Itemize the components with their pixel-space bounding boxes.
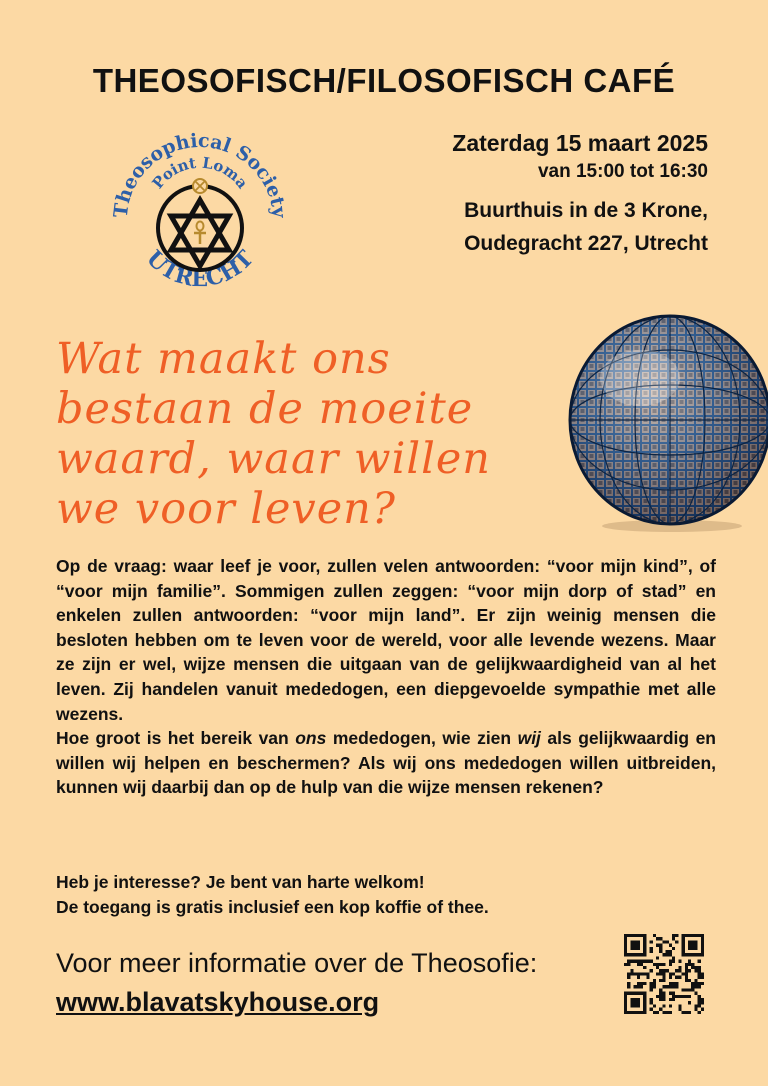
logo-arc-bottom: UTRECHT — [141, 245, 259, 293]
body-paragraph: Op de vraag: waar leef je voor, zullen velen antwoorden: “voor mijn kind”, of “voor mijn familie”. Sommigen zullen zeggen: “voor mijn dorp of stad” en enkelen zullen antwoorden: “voor mijn land”. Er zijn weinig mensen die besloten hebben om te leven voor de wereld, voor alle levende wezens. Maar ze zijn er wel, wijze mensen die uitgaan van de gelijkwaardigheid van al het leven. Zij handelen vanuit mededogen, een diepgevoelde sympathie met alle wezens. — [56, 556, 716, 724]
emphasis-ons: ons — [295, 728, 327, 749]
event-details — [452, 128, 708, 260]
logo-arc-top: Theosophical Society — [109, 129, 291, 219]
event-venue-line2: Oudegracht 227, Utrecht — [464, 232, 708, 255]
body-fragment: Hoe groot is het bereik van — [56, 728, 296, 749]
body-fragment: als gelijkwaardig en willen wij helpen en beschermen? Als wij ons mededogen willen uitbreiden, kunnen wij daarbij dan op de hulp van die wijze mensen rekenen? — [56, 728, 716, 798]
invite-line: De toegang is gratis inclusief een kop koffie of thee. — [56, 896, 489, 917]
event-date: Zaterdag 15 maart 2025 — [452, 130, 708, 156]
svg-text:Theosophical Society — [110, 130, 290, 220]
body-fragment: mededogen, wie zien — [326, 728, 518, 749]
question-line: Wat maakt ons — [56, 334, 391, 384]
more-info-text: Voor meer informatie over de Theosofie: — [56, 948, 538, 978]
headline-question — [56, 334, 576, 534]
invitation — [56, 870, 716, 919]
page-title: THEOSOFISCH/FILOSOFISCH CAFÉ — [92, 62, 676, 99]
event-venue-line1: Buurthuis in de 3 Krone, — [464, 199, 708, 222]
body-paragraph — [56, 726, 716, 800]
theosophical-seal-icon — [105, 128, 295, 300]
question-line: we voor leven? — [56, 484, 396, 534]
invite-line: Heb je interesse? Je bent van harte welkom! — [56, 872, 425, 892]
question-line: waard, waar willen — [56, 434, 492, 484]
website-link[interactable]: www.blavatskyhouse.org — [56, 987, 380, 1017]
globe-of-faces-icon — [560, 308, 768, 536]
event-time: van 15:00 tot 16:30 — [537, 161, 708, 182]
question-line: bestaan de moeite — [56, 384, 474, 434]
qr-code-icon[interactable] — [624, 934, 704, 1014]
emphasis-wij: wij — [517, 728, 541, 749]
logo-arc-middle: Point Loma — [148, 153, 252, 193]
body-text — [56, 554, 716, 800]
